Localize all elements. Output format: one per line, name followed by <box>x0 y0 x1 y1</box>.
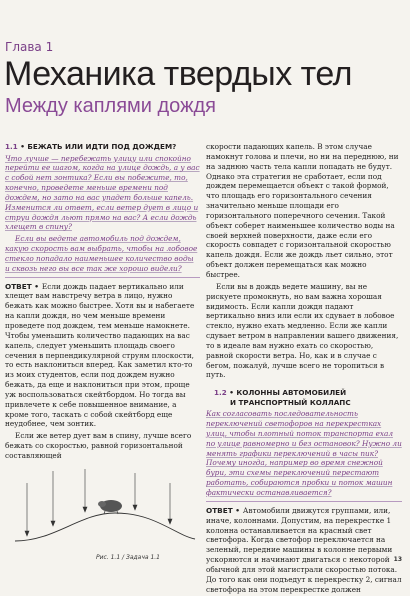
mole-animal-icon <box>98 500 122 514</box>
section-title-line2: И ТРАНСПОРТНЫЙ КОЛЛАПС <box>230 397 351 407</box>
divider <box>5 277 200 278</box>
answer-text: Автомобили движутся группами, или, иначе, колоннами. Допустим, на перекрестке 1 колонна останавливается на красный свет светофора. Когда светофор переключается на зеленый, передние машины в колонне первыми ускоряются и начинают двигаться с некоторой обычной для этой магистрали скоростью потока. До того как они подъедут к перекрестку 2, сигнал светофора на этом перекрестке должен <box>206 505 402 594</box>
section-title-line1: • КОЛОННЫ АВТОМОБИЛЕЙ <box>229 388 347 398</box>
answer-label: ОТВЕТ • <box>206 505 240 515</box>
figure-caption: Рис. 1.1 / Задача 1.1 <box>95 553 160 561</box>
question-paragraph: Что лучше — перебежать улицу или спокойно перейти ее шагом, когда на улице дождь, а у вас с собой нет зонтика? Если вы побежите, то, конечно, проведете меньше времени под дождем, но зато на вас упадет больше капель. Изменится ли ответ, если ветер дует в лицо и струи дождя льют прямо на вас? А если дождь хлещет в спину? <box>5 153 200 232</box>
figure-1-1 <box>5 463 200 563</box>
chapter-label: Глава 1 <box>5 40 54 54</box>
answer-paragraph <box>5 282 200 430</box>
chapter-title: Механика твердых тел <box>4 55 352 93</box>
answer-text: Если дождь падает вертикально или хлещет вам навстречу ветра в лицо, нужно бежать как можно быстрее. Хотя вы и набегаете на капли дождя, но чем меньше времени проведете под дождем, тем меньше намокнете. Чтобы уменьшить количество падающих на вас капель, следует уменьшить площадь своего сечения в перпендикулярной струям плоскости, то есть наклониться вперед. Как заметил кто-то из моих студентов, если под дождем нужно бежать, да еще и наклониться при этом, проще уж воспользоваться скейтбордом. Но тогда вы привлечете к себе повышенное внимание, а кроме того, таскать с собой скейтборд еще неудобнее, чем зонтик. <box>5 281 195 429</box>
section-number: 1.2 <box>214 388 227 398</box>
page-number: 13 <box>393 556 402 563</box>
answer-label: ОТВЕТ • <box>5 281 39 291</box>
right-column <box>206 142 402 596</box>
left-column <box>5 142 200 563</box>
question-paragraph: Если вы ведете автомобиль под дождем, какую скорость вам выбрать, чтобы на лобовое стекло попадало наименьшее количество воды и сквозь него вы все так же хорошо видели? <box>5 234 198 273</box>
chapter-subtitle: Между каплями дождя <box>5 95 216 117</box>
hill-figure-illustration <box>5 463 200 563</box>
section-number: 1.1 <box>5 142 18 151</box>
section-heading-1-1 <box>5 142 200 152</box>
question-paragraph: Как согласовать последовательность переключений светофоров на перекрестках улиц, чтобы плотный поток транспорта ехал по улице равномерно и без остановок? Нужно ли менять графики переключений в часы пик? Почему иногда, например во время снежной бури, эти схемы переключений перестают работать, собираются пробки и поток машин фактически останавливается? <box>206 409 402 497</box>
section-title: • БЕЖАТЬ ИЛИ ИДТИ ПОД ДОЖДЕМ? <box>20 142 177 151</box>
divider <box>206 501 402 502</box>
body-paragraph: Если вы в дождь ведете машину, вы не рискуете промокнуть, но вам важна хорошая видимость. Если капли дождя падают вертикально вниз или если их сдувает в лобовое стекло, нужно ехать медленно. Если же капли сдувает ветром в направлении вашего движения, то в идеале вам нужно ехать со скоростью, равной скорости ветра. Но, как и в случае с бегом, пожалуй, лучше всего не торопиться в путь. <box>206 281 399 380</box>
section-heading-1-2 <box>206 388 402 407</box>
body-paragraph: скорости падающих капель. В этом случае намокнут голова и плечи, но ни на переднюю, ни на заднюю часть тела капли попадать не будут. Однако эта стратегия не сработает, если под дождем перемещается объект с такой формой, что площадь его горизонтального сечения значительно меньше площади его горизонтального поперечного сечения. Такой объект соберет наименьшее количество воды на своей верхней поверхности, даже если его скорость совпадет с горизонтальной скоростью капель дождя. Если же дождь льет сильно, этот объект должен перемещаться как можно быстрее. <box>206 142 399 279</box>
answer-paragraph: Если же ветер дует вам в спину, лучше всего бежать со скоростью, равной горизонтальной составляющей <box>5 431 192 460</box>
answer-paragraph <box>206 506 402 595</box>
